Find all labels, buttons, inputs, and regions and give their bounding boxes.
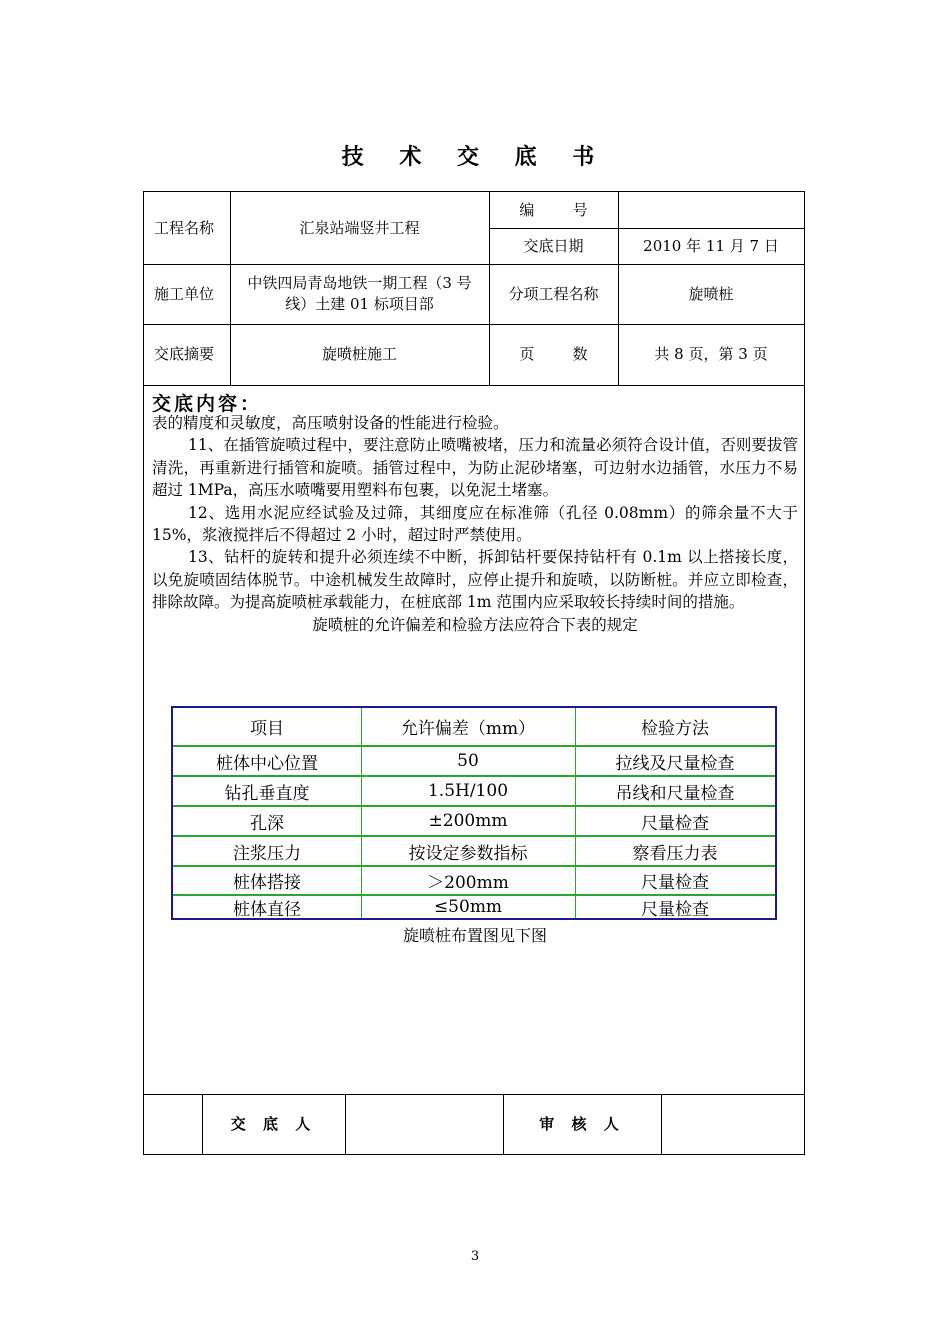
- date-label: 交底日期: [523, 236, 584, 255]
- page-number: 3: [470, 1249, 480, 1264]
- table-cell: ≤50mm: [433, 897, 503, 917]
- table-cell: ＞200mm: [427, 873, 509, 893]
- table-cell: 注浆压力: [233, 843, 301, 864]
- content-paragraph: 13、钻杆的旋转和提升必须连续不中断，拆卸钻杆要保持钻杆有 0.1m 以上搭接长度，以免旋喷固结体脱节。中途机械发生故障时，应停止提升和旋喷，以防断桩。并应立即检查，排除故障。为提高旋喷桩承载能力，在桩底部 1m 范围内应采取较长持续时间的措施。: [152, 548, 798, 612]
- unit-value: 中铁四局青岛地铁一期工程（3 号线）土建 01 标项目部: [247, 274, 472, 313]
- number-label: 编 号: [519, 200, 588, 219]
- table-header-item: 项目: [250, 719, 284, 739]
- table-cell: 拉线及尺量检查: [615, 753, 735, 774]
- table-cell: 孔深: [250, 813, 284, 834]
- subproject-value: 旋喷桩: [688, 284, 734, 303]
- discloser-label: 交 底 人: [230, 1114, 317, 1133]
- summary-value: 旋喷桩施工: [321, 345, 397, 363]
- table-cell: 50: [457, 751, 479, 771]
- table-intro: 旋喷桩的允许偏差和检验方法应符合下表的规定: [312, 615, 638, 634]
- disclosure-form: [143, 191, 805, 1155]
- content-paragraph: 12、选用水泥应经试验及过筛，其细度应在标准筛（孔径 0.08mm）的筛余量不大于 15%，浆液搅拌后不得超过 2 小时，超过时严禁使用。: [152, 503, 798, 545]
- summary-label: 交底摘要: [154, 345, 215, 363]
- table-cell: 桩体中心位置: [216, 753, 318, 774]
- table-cell: 桩体搭接: [233, 873, 301, 893]
- table-cell: 尺量检查: [641, 899, 709, 920]
- date-value: 2010 年 11 月 7 日: [643, 236, 779, 255]
- figure-caption: 旋喷桩布置图见下图: [402, 926, 547, 945]
- content-paragraph: 11、在插管旋喷过程中，要注意防止喷嘴被堵，压力和流量必须符合设计值，否则要拔管清洗，再重新进行插管和旋喷。插管过程中，为防止泥砂堵塞，可边射水边插管，水压力不易超过 1MPa，高压水喷嘴要用塑料布包裹，以免泥土堵塞。: [152, 436, 798, 500]
- table-cell: 桩体直径: [233, 899, 301, 920]
- content-heading: 交底内容：: [152, 393, 263, 415]
- table-cell: 按设定参数指标: [408, 843, 528, 864]
- table-cell: 1.5H/100: [427, 781, 509, 801]
- pages-value: 共 8 页，第 3 页: [654, 345, 768, 363]
- table-cell: ±200mm: [428, 811, 508, 831]
- table-cell: 尺量检查: [641, 813, 709, 834]
- table-cell: 吊线和尺量检查: [615, 783, 735, 804]
- subproject-label: 分项工程名称: [508, 284, 599, 303]
- tolerance-table: [171, 706, 777, 920]
- reviewer-label: 审 核 人: [539, 1114, 625, 1133]
- project-name-value: 汇泉站端竖井工程: [299, 218, 420, 237]
- reviewer-signature: [661, 1094, 804, 1154]
- content-paragraph: 表的精度和灵敏度，高压喷射设备的性能进行检验。: [152, 414, 509, 432]
- table-header-tolerance: 允许偏差（mm）: [400, 719, 536, 739]
- table-cell: 察看压力表: [632, 843, 718, 864]
- document-title: 技 术 交 底 书: [341, 144, 609, 170]
- content-body: [152, 412, 798, 636]
- table-cell: 钻孔垂直度: [224, 783, 310, 804]
- unit-label: 施工单位: [154, 284, 215, 303]
- table-cell: 尺量检查: [641, 873, 709, 893]
- table-header-method: 检验方法: [641, 719, 709, 739]
- discloser-signature: [345, 1094, 503, 1154]
- project-name-label: 工程名称: [154, 218, 215, 237]
- number-value: [618, 192, 804, 228]
- pages-label: 页 数: [519, 345, 588, 363]
